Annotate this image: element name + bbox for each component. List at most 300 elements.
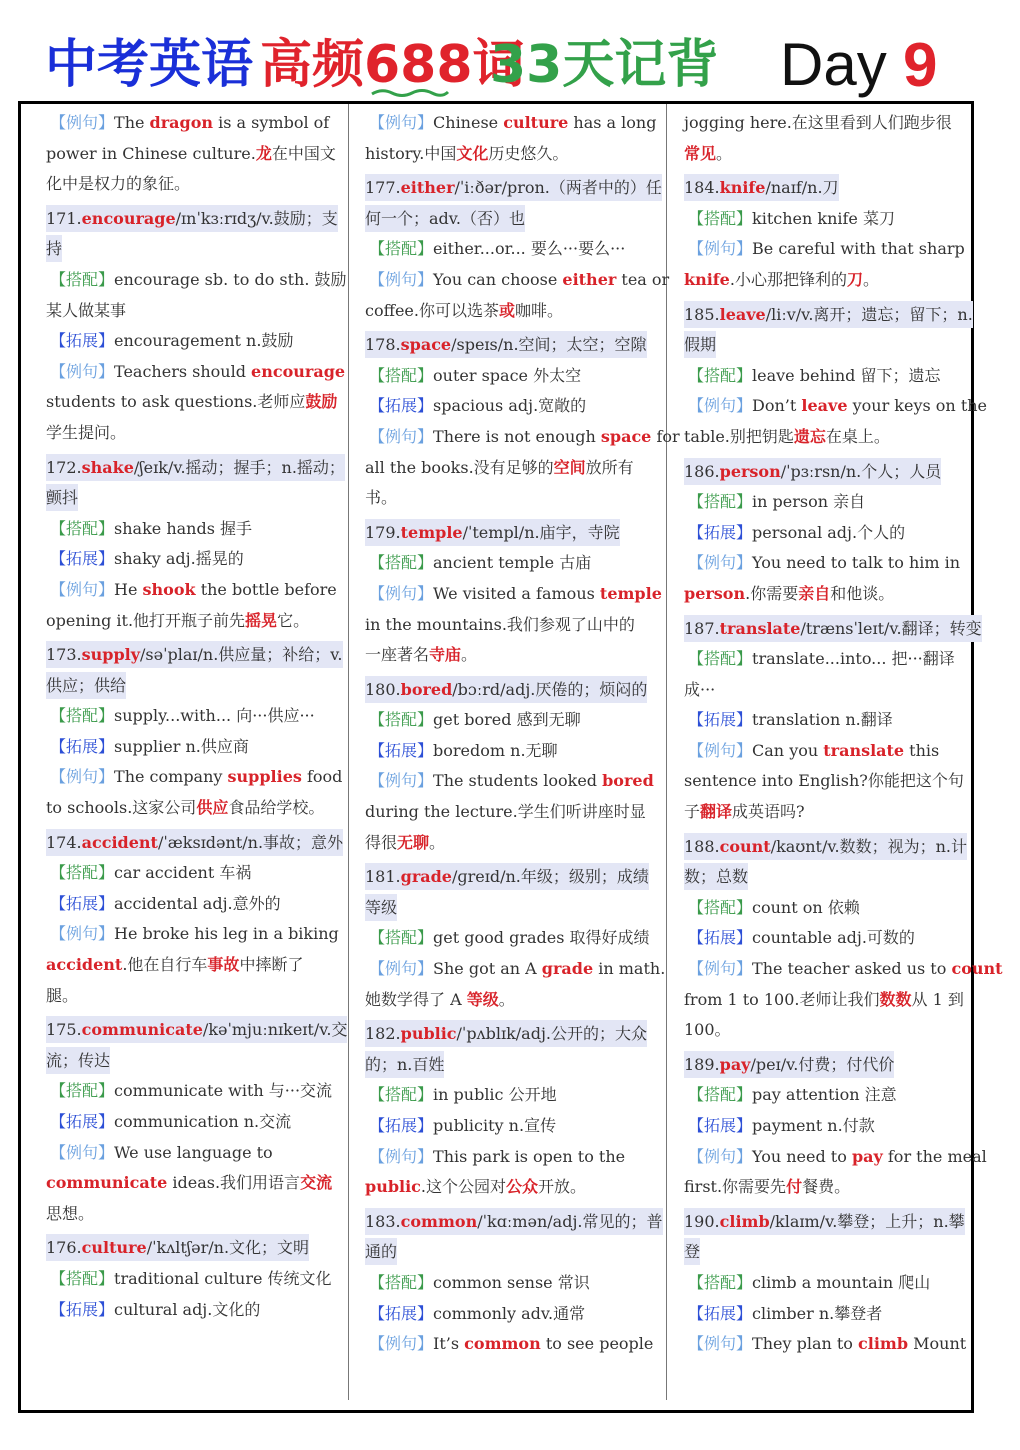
tag-collocation: 【搭配】: [688, 1272, 753, 1292]
text-segment: 书。: [365, 488, 398, 508]
headword-highlight: [684, 833, 967, 860]
tag-example: 【例句】: [369, 1146, 434, 1166]
entry-line: [46, 701, 336, 732]
text-segment: The company: [114, 767, 228, 787]
text-segment: first.你需要先: [684, 1177, 787, 1197]
headword-highlight: [365, 1238, 397, 1265]
headword-highlight: [46, 205, 338, 232]
text-segment: ancient temple 古庙: [433, 553, 592, 573]
text-segment: /ˈpɜːrsn/n.个人；人员: [780, 461, 942, 481]
text-segment: opening it.他打开瓶子前先: [46, 610, 246, 630]
entry-headword-line: [46, 204, 336, 235]
text-segment: Can you: [752, 740, 824, 760]
text-segment: 189.: [684, 1054, 720, 1074]
text-segment: outer space 外太空: [433, 365, 582, 385]
text-segment: students to ask questions.老师应: [46, 392, 306, 412]
entry-line: [684, 1080, 972, 1111]
tag-example: 【例句】: [369, 959, 434, 979]
text-segment: 化中是权力的象征。: [46, 174, 191, 194]
entry-headword-line: [46, 1015, 348, 1046]
entry-line: [365, 828, 655, 859]
entry-line: [46, 762, 343, 793]
tag-example: 【例句】: [369, 426, 434, 446]
entry-line: [365, 391, 655, 422]
entry-line: [684, 548, 972, 579]
keyword: space: [600, 426, 652, 446]
keyword: leave: [801, 396, 848, 416]
page-header: [0, 0, 1020, 100]
keyword: knife: [684, 269, 730, 289]
tag-example: 【例句】: [688, 1146, 753, 1166]
text-segment: /kaʊnt/v.数数；视为；n.计: [770, 836, 967, 856]
text-segment: 假期: [684, 335, 717, 355]
text-segment: in public 公开地: [433, 1085, 557, 1105]
entry-line: [46, 606, 336, 637]
text-segment: There is not enough: [433, 426, 601, 446]
entry-line: [46, 544, 336, 575]
text-segment: 179.: [365, 522, 401, 542]
entry-headword-line: [365, 1237, 655, 1268]
text-segment: 得很: [365, 832, 398, 852]
text-segment: publicity n.宣传: [433, 1116, 557, 1135]
tag-extension: 【拓展】: [369, 396, 434, 416]
text-segment: power in Chinese culture.: [46, 143, 256, 163]
tag-collocation: 【搭配】: [369, 928, 434, 948]
headword-highlight: [684, 331, 716, 358]
tag-extension: 【拓展】: [50, 331, 115, 351]
title-part-1: 中考英语: [45, 35, 254, 95]
text-segment: /trænsˈleɪt/v.翻译；转变: [800, 618, 982, 638]
tag-collocation: 【搭配】: [688, 208, 753, 228]
text-segment: to schools.这家公司: [46, 798, 197, 818]
tag-collocation: 【搭配】: [50, 863, 115, 883]
text-segment: We use language to: [114, 1142, 273, 1162]
entry-line: [46, 1076, 336, 1107]
text-segment: 186.: [684, 461, 720, 481]
keyword: encourage: [251, 361, 346, 381]
text-segment: Don’t: [752, 396, 802, 416]
text-segment: shake hands 握手: [114, 518, 253, 538]
tag-example: 【例句】: [50, 924, 115, 944]
entry-headword-line: [46, 483, 336, 514]
text-segment: 184.: [684, 178, 720, 198]
text-segment: 。: [498, 989, 515, 1009]
entry-line: [684, 736, 972, 767]
entry-line: [684, 1142, 987, 1173]
entry-headword-line: [46, 1233, 336, 1264]
entry-line: [684, 985, 972, 1016]
entry-line: [365, 705, 655, 736]
text-segment: from 1 to 100.老师让我们: [684, 989, 880, 1009]
text-segment: Teachers should: [114, 361, 252, 381]
keyword: 常见: [684, 143, 717, 163]
text-segment: 颤抖: [46, 488, 79, 508]
entry-line: [365, 954, 666, 985]
text-segment: 在桌上。: [825, 426, 890, 446]
text-segment: She got an A: [433, 959, 542, 979]
text-segment: 190.: [684, 1211, 720, 1231]
headword-highlight: [46, 1234, 309, 1261]
text-segment: 它。: [277, 610, 310, 630]
tag-extension: 【拓展】: [688, 1116, 753, 1135]
keyword: encourage: [81, 208, 176, 228]
tag-collocation: 【搭配】: [369, 553, 434, 573]
keyword: either: [562, 269, 617, 289]
text-segment: climber n.攀登者: [752, 1303, 883, 1323]
text-segment: 流；传达: [46, 1050, 111, 1070]
entry-headword-line: [46, 640, 343, 671]
tag-example: 【例句】: [369, 1334, 434, 1354]
text-segment: /ˈkʌltʃər/n.文化；文明: [146, 1238, 310, 1258]
entry-headword-line: [365, 893, 655, 924]
keyword: either: [400, 178, 455, 198]
entry-headword-line: [365, 1019, 655, 1050]
text-segment: all the books.没有足够的: [365, 457, 554, 477]
entry-line: [684, 1329, 972, 1360]
column-divider: [348, 104, 349, 1400]
text-segment: coffee.你可以选茶: [365, 300, 499, 320]
text-segment: count on 依赖: [752, 897, 860, 917]
text-segment: supplier n.供应商: [114, 736, 249, 756]
text-segment: personal adj.个人的: [752, 522, 906, 542]
tag-example: 【例句】: [688, 553, 753, 573]
headword-highlight: [365, 174, 662, 201]
text-segment: 。: [862, 269, 879, 289]
tag-example: 【例句】: [688, 239, 753, 259]
tag-collocation: 【搭配】: [688, 897, 753, 917]
keyword: knife: [719, 178, 766, 198]
tag-extension: 【拓展】: [50, 736, 115, 756]
keyword: communicate: [46, 1173, 168, 1193]
text-segment: /ˈkɑːmən/adj.常见的；普: [477, 1211, 663, 1231]
keyword: 公众: [506, 1177, 539, 1197]
text-segment: /liːv/v.离开；遗忘；留下；n.: [765, 304, 973, 324]
keyword: 交流: [300, 1173, 333, 1193]
text-segment: 177.: [365, 178, 401, 198]
entry-headword-line: [46, 1046, 336, 1077]
entry-line: [684, 1172, 972, 1203]
headword-highlight: [365, 331, 647, 358]
entry-line: [365, 548, 655, 579]
text-segment: history.中国: [365, 143, 457, 163]
text-segment: /ˈpʌblɪk/adj.公开的；大众: [456, 1024, 647, 1044]
entry-line: [365, 985, 655, 1016]
tag-example: 【例句】: [50, 767, 115, 787]
entry-line: [46, 1264, 336, 1295]
keyword: 等级: [466, 989, 499, 1009]
entry-line: [684, 265, 972, 296]
keyword: 无聊: [397, 832, 430, 852]
headword-highlight: [46, 1016, 347, 1043]
entry-line: [46, 919, 339, 950]
keyword: 遗忘: [793, 426, 826, 446]
text-segment: cultural adj.文化的: [114, 1299, 261, 1319]
headword-highlight: [684, 615, 982, 642]
tag-collocation: 【搭配】: [50, 1268, 115, 1288]
entry-line: [684, 923, 972, 954]
keyword: 文化: [456, 143, 489, 163]
column-3: [684, 108, 1003, 1408]
tag-example: 【例句】: [50, 1142, 115, 1162]
text-segment: 。: [429, 832, 446, 852]
entry-headword-line: [684, 300, 972, 331]
entry-headword-line: [684, 614, 982, 645]
entry-headword-line: [46, 453, 345, 484]
text-segment: He broke his leg in a biking: [114, 924, 339, 944]
text-segment: 从 1 到: [911, 989, 964, 1009]
text-segment: 子: [684, 802, 701, 822]
keyword: 事故: [207, 955, 240, 975]
keyword: pay: [851, 1146, 883, 1166]
entry-headword-line: [684, 832, 972, 863]
keyword: 或: [499, 300, 516, 320]
entry-line: [46, 357, 346, 388]
text-segment: 180.: [365, 679, 401, 699]
entry-line: [365, 736, 655, 767]
entry-line: [684, 644, 972, 675]
entry-line: [365, 797, 655, 828]
text-segment: 172.: [46, 457, 82, 477]
keyword: 刀: [846, 269, 863, 289]
tag-collocation: 【搭配】: [369, 710, 434, 730]
text-segment: the bottle before: [195, 579, 337, 599]
entry-line: [365, 422, 680, 453]
keyword: 数数: [879, 989, 912, 1009]
text-segment: 185.: [684, 304, 720, 324]
text-segment: communication n.交流: [114, 1112, 292, 1131]
text-segment: 中摔断了: [239, 955, 304, 975]
tag-collocation: 【搭配】: [369, 365, 434, 385]
text-segment: This park is open to the: [433, 1146, 626, 1166]
day-number: 9: [903, 31, 938, 100]
entry-line: [684, 766, 972, 797]
headword-highlight: [365, 1020, 647, 1047]
entry-line: [684, 954, 1003, 985]
keyword: 摇晃: [245, 610, 278, 630]
column-2: [365, 108, 680, 1408]
text-segment: 通的: [365, 1242, 398, 1262]
entry-line: [684, 1015, 972, 1046]
entry-headword-line: [365, 1050, 655, 1081]
tag-extension: 【拓展】: [50, 893, 115, 913]
text-segment: tea or: [616, 269, 670, 289]
entry-headword-line: [365, 862, 655, 893]
tag-collocation: 【搭配】: [50, 518, 115, 538]
headword-highlight: [46, 454, 345, 481]
text-segment: leave behind 留下；遗忘: [752, 365, 941, 385]
headword-highlight: [46, 829, 343, 856]
text-segment: 。: [716, 143, 733, 163]
entry-headword-line: [684, 457, 972, 488]
headword-highlight: [684, 301, 973, 328]
tag-collocation: 【搭配】: [369, 1085, 434, 1105]
text-segment: kitchen knife 菜刀: [752, 208, 895, 228]
text-segment: for the meal: [882, 1146, 987, 1166]
entry-line: [46, 514, 336, 545]
keyword: person: [719, 461, 781, 481]
entry-line: [46, 1138, 336, 1169]
tag-example: 【例句】: [688, 740, 753, 760]
entry-headword-line: [365, 330, 655, 361]
keyword: accident: [46, 955, 123, 975]
text-segment: 在中国文: [271, 143, 336, 163]
text-segment: climb a mountain 爬山: [752, 1272, 931, 1292]
entry-line: [365, 579, 662, 610]
entry-line: [365, 1299, 655, 1330]
text-segment: 一座著名: [365, 645, 430, 665]
text-segment: Mount: [908, 1334, 967, 1354]
entry-headword-line: [684, 330, 972, 361]
tag-collocation: 【搭配】: [688, 365, 753, 385]
text-segment: sentence into English?你能把这个句: [684, 771, 964, 791]
column-divider: [666, 104, 667, 1400]
entry-headword-line: [684, 1237, 972, 1268]
text-segment: spacious adj.宽敞的: [433, 396, 587, 416]
text-segment: /səˈplaɪ/n.供应量；补给；v.: [140, 645, 343, 665]
text-segment: in person 亲自: [752, 492, 866, 512]
tag-example: 【例句】: [688, 959, 753, 979]
entry-line: [365, 296, 655, 327]
tag-example: 【例句】: [369, 269, 434, 289]
entry-line: [684, 487, 972, 518]
text-segment: 腿。: [46, 985, 79, 1005]
entry-line: [46, 793, 336, 824]
entry-line: [365, 1111, 655, 1142]
text-segment: /ɡreɪd/n.年级；级别；成绩: [451, 867, 649, 887]
tag-extension: 【拓展】: [688, 1303, 753, 1323]
tag-extension: 【拓展】: [50, 549, 115, 569]
keyword: supplies: [227, 767, 302, 787]
underline-decoration: [370, 86, 450, 98]
tag-example: 【例句】: [688, 396, 753, 416]
entry-line: [365, 483, 655, 514]
headword-highlight: [365, 519, 620, 546]
entry-line: [46, 326, 336, 357]
tag-collocation: 【搭配】: [688, 649, 753, 669]
headword-highlight: [365, 1208, 663, 1235]
keyword: 鼓励: [305, 392, 338, 412]
text-segment: during the lecture.学生们听讲座时显: [365, 802, 646, 822]
tag-example: 【例句】: [50, 361, 115, 381]
text-segment: .你需要: [745, 583, 799, 603]
entry-line: [684, 579, 972, 610]
headword-highlight: [684, 863, 748, 890]
entry-line: [684, 675, 972, 706]
text-segment: You need to talk to him in: [752, 553, 961, 573]
title-part-3: 33天记背: [490, 35, 719, 95]
tag-collocation: 【搭配】: [688, 1085, 753, 1105]
text-segment: 187.: [684, 618, 720, 638]
entry-headword-line: [684, 1207, 972, 1238]
tag-collocation: 【搭配】: [369, 1272, 434, 1292]
text-segment: 持: [46, 239, 63, 259]
tag-extension: 【拓展】: [688, 522, 753, 542]
text-segment: They plan to: [752, 1334, 859, 1354]
keyword: climb: [858, 1334, 909, 1354]
entry-line: [365, 361, 655, 392]
entry-line: [684, 893, 972, 924]
tag-example: 【例句】: [50, 579, 115, 599]
keyword: translate: [823, 740, 905, 760]
entry-line: [46, 1199, 336, 1230]
keyword: count: [951, 959, 1003, 979]
headword-highlight: [46, 672, 126, 699]
tag-extension: 【拓展】: [369, 740, 434, 760]
entry-line: [365, 1142, 655, 1173]
text-segment: /kəˈmjuːnɪkeɪt/v.交: [202, 1020, 348, 1040]
entry-line: [365, 610, 655, 641]
entry-line: [684, 1268, 972, 1299]
tag-extension: 【拓展】: [50, 1299, 115, 1319]
keyword: 翻译: [700, 802, 733, 822]
entry-headword-line: [365, 204, 655, 235]
text-segment: jogging here.在这里看到人们跑步很: [684, 113, 952, 132]
text-segment: 173.: [46, 645, 82, 665]
text-segment: 174.: [46, 832, 82, 852]
keyword: temple: [599, 583, 662, 603]
keyword: culture: [81, 1238, 147, 1258]
headword-highlight: [365, 205, 525, 232]
entry-line: [46, 265, 347, 296]
headword-highlight: [684, 1051, 894, 1078]
text-segment: 开放。: [538, 1177, 587, 1197]
entry-line: [46, 108, 336, 139]
text-segment: your keys on the: [847, 396, 988, 416]
entry-line: [365, 139, 655, 170]
entry-line: [46, 296, 336, 327]
text-segment: /ˈæksɪdənt/n.事故；意外: [157, 832, 344, 852]
tag-example: 【例句】: [369, 771, 434, 791]
text-segment: common sense 常识: [433, 1272, 590, 1292]
keyword: leave: [719, 304, 766, 324]
keyword: 寺庙: [429, 645, 462, 665]
tag-extension: 【拓展】: [369, 1116, 434, 1135]
text-segment: 175.: [46, 1020, 82, 1040]
text-segment: translation n.翻译: [752, 710, 893, 730]
text-segment: /bɔːrd/adj.厌倦的；烦闷的: [452, 679, 648, 699]
entry-headword-line: [365, 173, 662, 204]
text-segment: 100。: [684, 1020, 731, 1040]
entry-line: [46, 889, 336, 920]
text-segment: get good grades 取得好成绩: [433, 928, 650, 948]
headword-highlight: [684, 174, 839, 201]
text-segment: /ɪnˈkɜːrɪdʒ/v.鼓励；支: [175, 208, 338, 228]
keyword: bored: [602, 771, 654, 791]
entry-line: [46, 981, 336, 1012]
headword-highlight: [46, 484, 78, 511]
headword-highlight: [684, 1238, 700, 1265]
entry-headword-line: [365, 1207, 663, 1238]
text-segment: 食品给学校。: [228, 798, 325, 818]
entry-line: [46, 1107, 336, 1138]
entry-headword-line: [46, 671, 336, 702]
headword-highlight: [365, 863, 649, 890]
text-segment: to see people: [540, 1334, 654, 1354]
entry-line: [684, 797, 972, 828]
text-segment: 176.: [46, 1238, 82, 1258]
entry-line: [684, 108, 972, 139]
text-segment: countable adj.可数的: [752, 928, 915, 948]
keyword: accident: [81, 832, 158, 852]
keyword: translate: [719, 618, 801, 638]
keyword: common: [464, 1334, 541, 1354]
entry-line: [365, 640, 655, 671]
text-segment: 等级: [365, 897, 398, 917]
text-segment: The teacher asked us to: [752, 959, 952, 979]
headword-highlight: [365, 676, 647, 703]
text-segment: table.别把钥匙: [684, 426, 794, 446]
text-segment: get bored 感到无聊: [433, 710, 581, 730]
